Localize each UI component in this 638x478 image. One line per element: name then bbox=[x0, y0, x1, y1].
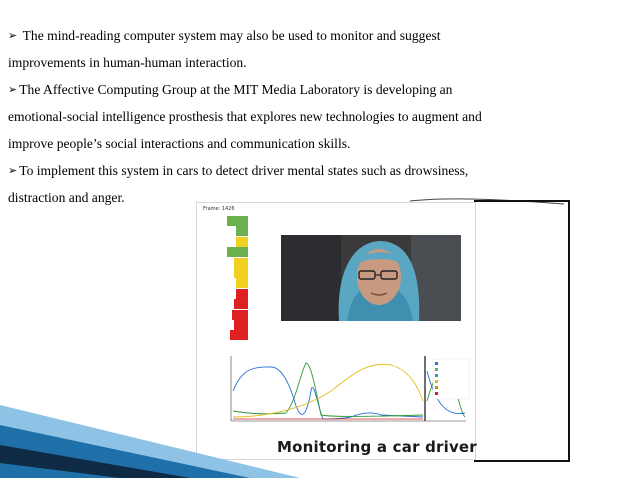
bullet-item bbox=[8, 76, 633, 157]
state-bar bbox=[234, 258, 248, 268]
driver-face-image bbox=[281, 235, 461, 321]
figure-caption: Monitoring a car driver bbox=[277, 438, 477, 456]
bullet-text: The mind-reading computer system may also be used to monitor and suggest bbox=[19, 28, 441, 43]
state-bar bbox=[236, 278, 248, 288]
figure-frame bbox=[474, 200, 570, 462]
driver-photo bbox=[281, 235, 461, 321]
state-bar bbox=[232, 310, 248, 320]
state-bar bbox=[236, 237, 248, 247]
bullet-text: improve people’s social interactions and communication skills. bbox=[8, 136, 351, 151]
state-bar bbox=[227, 247, 248, 257]
bullet-text: emotional-social intelligence prosthesis that explores new technologies to augment and bbox=[8, 109, 482, 124]
bullet-text: To implement this system in cars to detect driver mental states such as drowsiness, bbox=[19, 163, 469, 178]
state-bar bbox=[234, 299, 248, 309]
bullet-text: The Affective Computing Group at the MIT Media Laboratory is developing an bbox=[19, 82, 453, 97]
bullet-text: distraction and anger. bbox=[8, 190, 125, 205]
corner-decoration bbox=[0, 395, 300, 478]
arrow-bullet-icon: ➢ bbox=[8, 29, 18, 42]
bullet-text: improvements in human-human interaction. bbox=[8, 55, 247, 70]
frame-label: Frame: 1426 bbox=[203, 206, 235, 212]
arrow-bullet-icon: ➢ bbox=[8, 83, 18, 96]
arrow-bullet-icon: ➢ bbox=[8, 164, 18, 177]
state-bar bbox=[234, 320, 248, 330]
state-bar bbox=[236, 289, 248, 299]
state-bar bbox=[236, 226, 248, 236]
bullet-list bbox=[8, 22, 633, 211]
bullet-item bbox=[8, 22, 633, 76]
state-bar bbox=[230, 330, 248, 340]
state-bar bbox=[234, 268, 248, 278]
mental-state-bars bbox=[202, 216, 264, 341]
state-bar bbox=[227, 216, 248, 226]
